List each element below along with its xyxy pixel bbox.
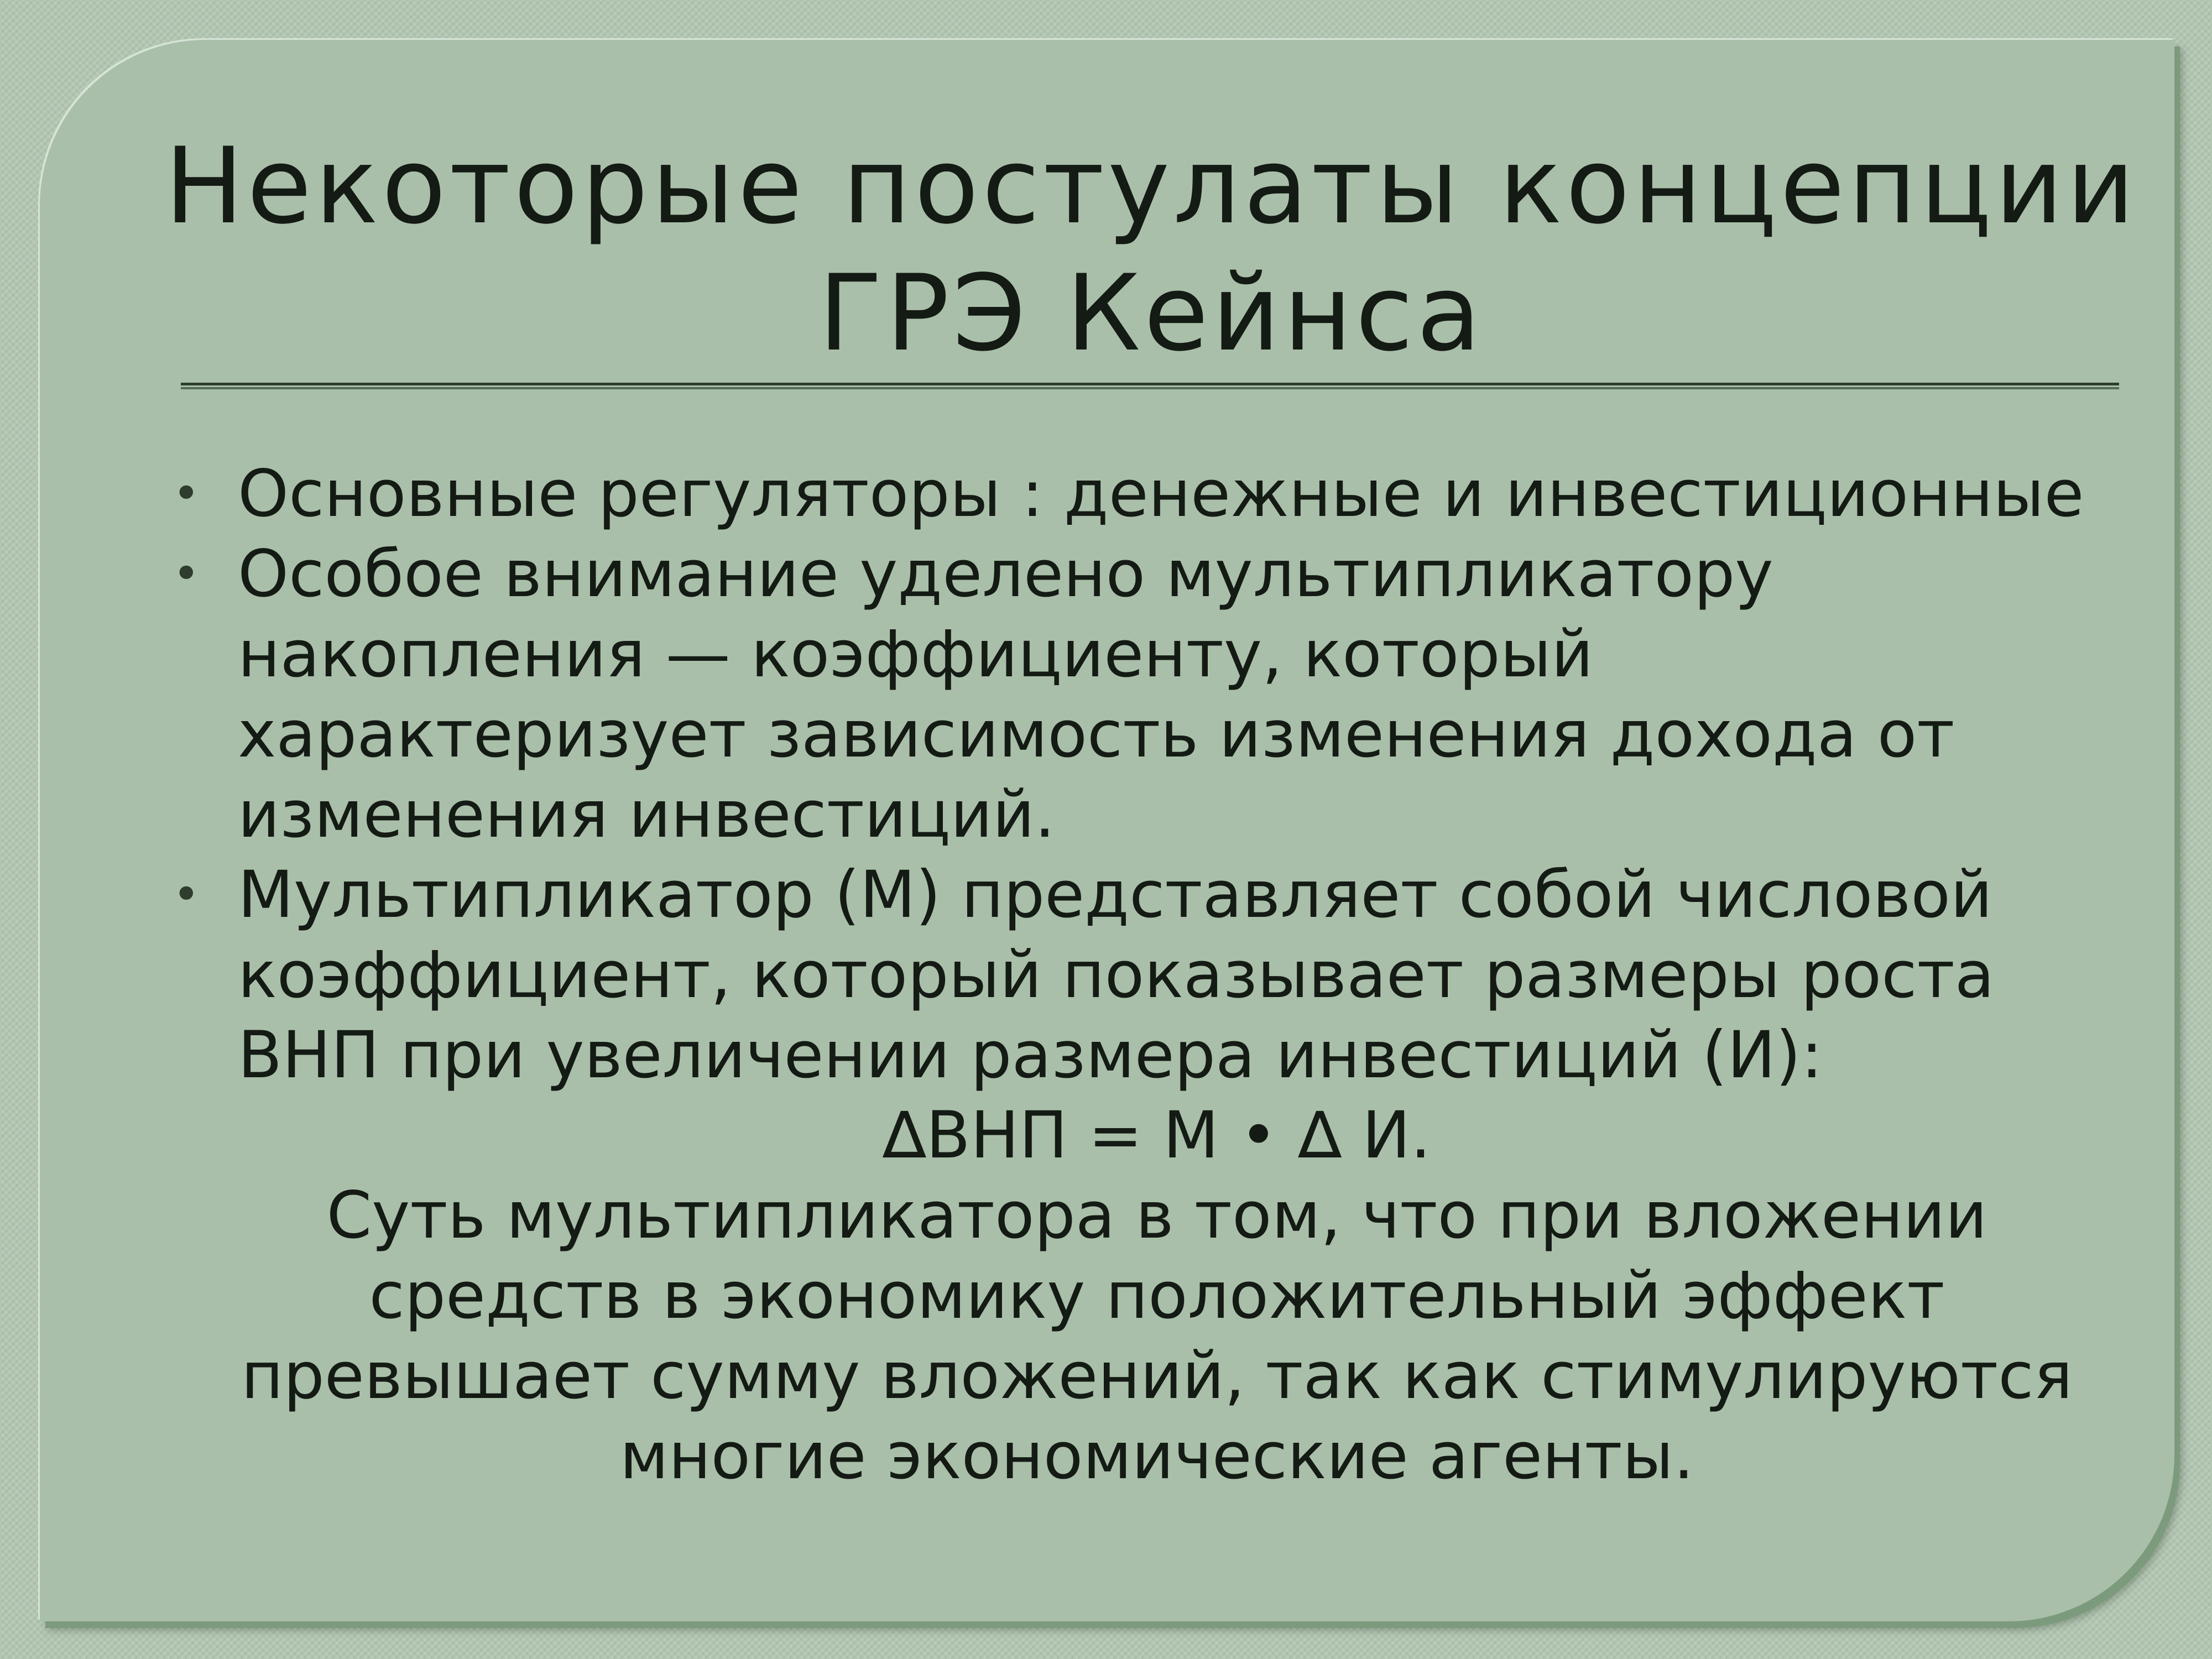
slide-panel bbox=[40, 40, 2174, 1621]
multiplier-formula: ∆ВНП = М • ∆ И. bbox=[883, 1097, 1431, 1173]
bullet-item-multiplier-definition bbox=[173, 854, 2141, 1496]
bullet-dot-icon: • bbox=[173, 867, 200, 921]
slide-title-line-1: Некоторые постулаты концепции bbox=[164, 125, 2138, 247]
explanation-line: превышает сумму вложений, так как стимулируются bbox=[241, 1338, 2073, 1413]
bullet-item-multiplier-attention bbox=[173, 534, 2141, 854]
bullet-dot-icon: • bbox=[173, 466, 200, 520]
explanation-line: Суть мультипликатора в том, что при вложении bbox=[326, 1177, 1987, 1253]
bullet-text-line: изменения инвестиций. bbox=[238, 776, 1055, 852]
explanation-line: средств в экономику положительный эффект bbox=[369, 1258, 1945, 1333]
bullet-text-line: накопления — коэффициенту, который bbox=[238, 616, 1594, 692]
bullet-list bbox=[173, 453, 2141, 1496]
bullet-text-line: коэффициент, который показывает размеры роста bbox=[238, 937, 1995, 1013]
bullet-item-regulators bbox=[173, 453, 2141, 534]
bullet-text-line: характеризует зависимость изменения дохода от bbox=[238, 696, 1955, 772]
slide-title-line-2: ГРЭ Кейнса bbox=[818, 252, 1484, 374]
bullet-text: Основные регуляторы : денежные и инвестиционные bbox=[238, 456, 2084, 531]
bullet-dot-icon: • bbox=[173, 546, 200, 601]
bullet-text-line: Мультипликатор (М) представляет собой числовой bbox=[238, 857, 1992, 932]
explanation-line: многие экономические агенты. bbox=[619, 1418, 1694, 1494]
slide-title bbox=[161, 123, 2141, 377]
bullet-text-line: Особое внимание уделено мультипликатору bbox=[238, 536, 1773, 612]
bullet-text-line: ВНП при увеличении размера инвестиций (И): bbox=[238, 1017, 1823, 1093]
title-divider bbox=[181, 383, 2119, 389]
